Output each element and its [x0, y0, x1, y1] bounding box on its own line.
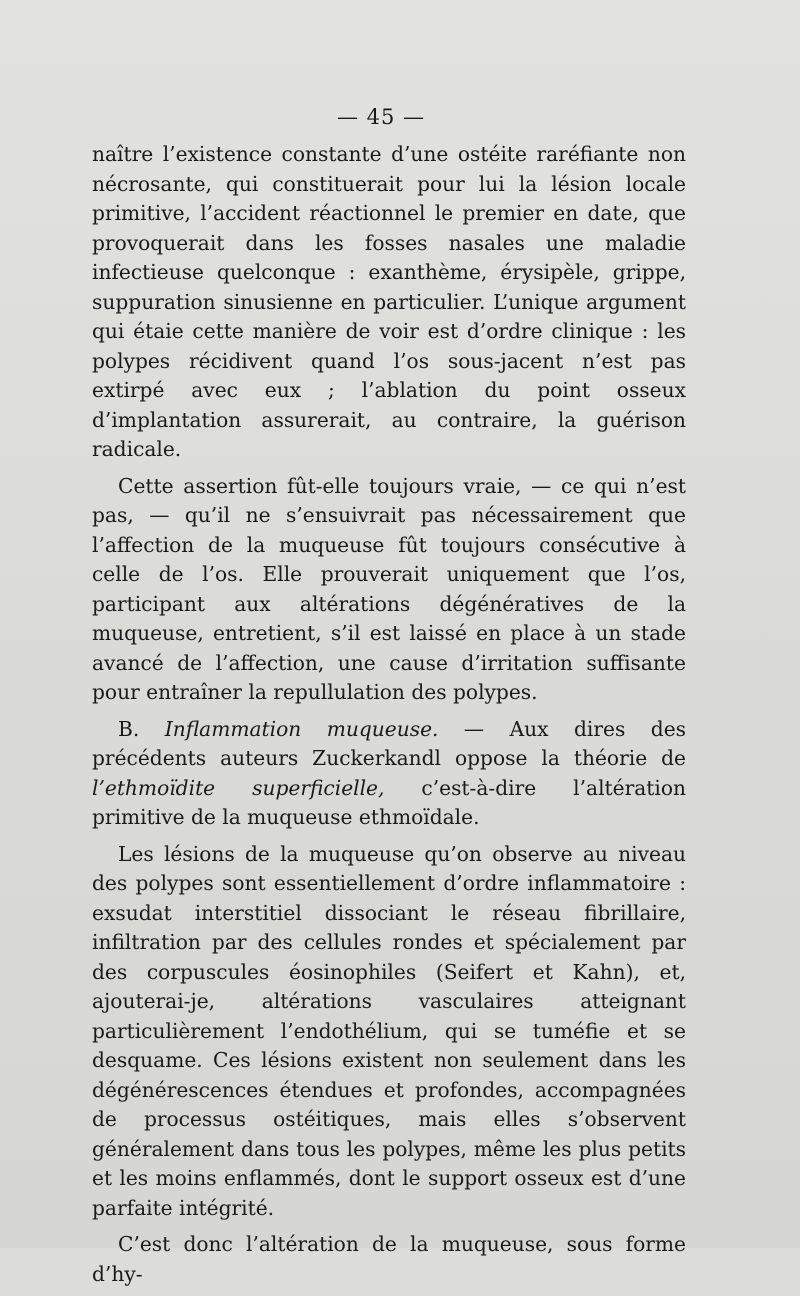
section-heading: Inflammation muqueuse.	[164, 716, 439, 741]
paragraph-2: Cette assertion fût-elle toujours vraie, — ce qui n’est pas, — qu’il ne s’ensuivrait pas nécessairement que l’affection de la muqueuse fût toujours consécutive à celle de l’os. Elle prouverait uniquement que l’os, participant aux altérations dégénératives de la muqueuse, entretient, s’il est laissé en place à un stade avancé de l’affection, une cause d’irritation suffisante pour entraîner la repullulation des polypes.	[92, 473, 686, 704]
paragraph-1: naître l’existence constante d’une ostéite raréfiante non nécrosante, qui constituerait pour lui la lésion locale primitive, l’accident réactionnel le premier en date, que provoquerait dans les fosses nasales une maladie infectieuse quelconque : exanthème, érysipèle, grippe, suppuration sinusienne en particulier. L’unique argument qui étaie cette manière de voir est d’ordre clinique : les polypes récidivent quand l’os sous-jacent n’est pas extirpé avec eux ; l’ablation du point osseux d’implantation assurerait, au contraire, la guérison radicale.	[92, 142, 686, 461]
paragraph-4: Les lésions de la muqueuse qu’on observe au niveau des polypes sont essentiellement d’ordre inflammatoire : exsudat interstitiel dissociant le réseau fibrillaire, infiltration par des cellules rondes et spécialement par des corpuscules éosinophiles (Seifert et Kahn), et, ajouterai-je, altérations vasculaires atteignant particulièrement l’endothélium, qui se tuméfie et se desquame. Ces lésions existent non seulement dans les dégénérescences étendues et profondes, accompagnées de processus ostéitiques, mais elles s’observent généralement dans tous les polypes, même les plus petits et les moins enflammés, dont le support osseux est d’une parfaite intégrité.	[92, 841, 686, 1220]
paragraph-3-text-a: — Aux dires des précédents auteurs Zuckerkandl oppose la théorie de	[92, 716, 687, 770]
body-text	[92, 140, 686, 1296]
section-letter: B.	[118, 716, 140, 741]
emphasized-term: l’ethmoïdite superficielle,	[92, 775, 385, 800]
paragraph-3-text-b: c’est-à-dire l’altération primitive de la muqueuse ethmoïdale.	[92, 775, 686, 829]
paragraph-5: C’est donc l’altération de la muqueuse, sous forme d’hy-	[92, 1232, 686, 1286]
paragraph-3	[92, 715, 686, 833]
page-number: — 45 —	[336, 105, 426, 129]
